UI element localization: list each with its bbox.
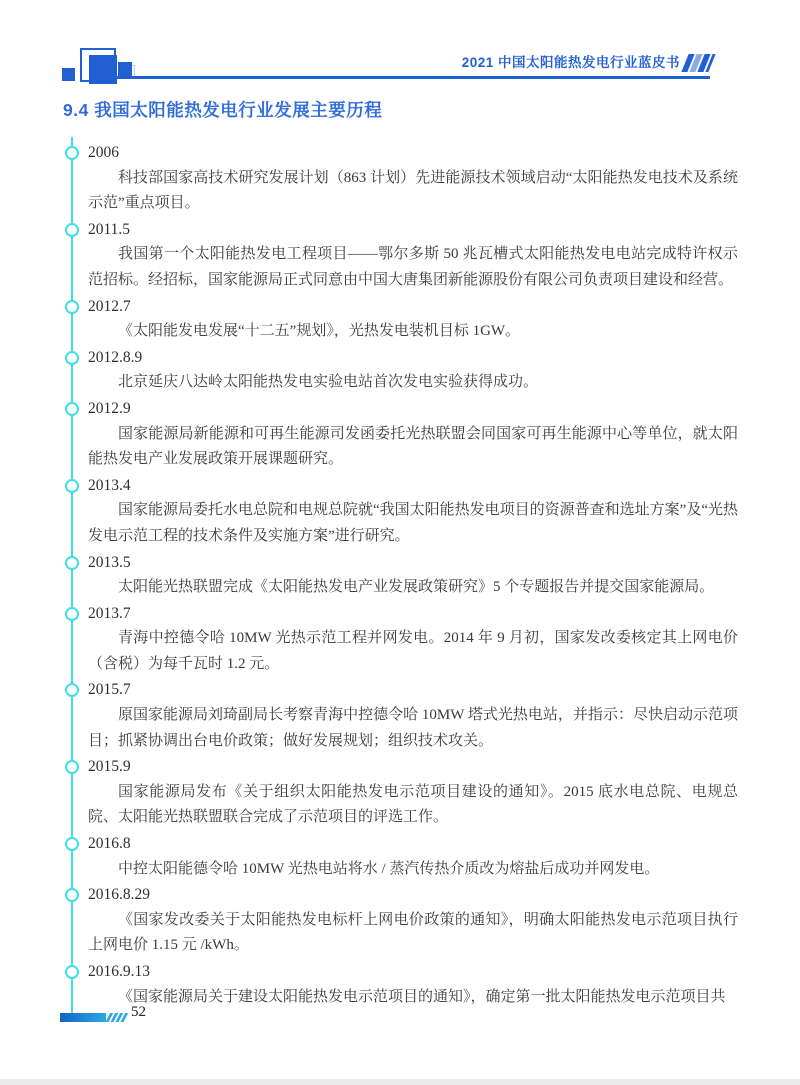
timeline-entry	[88, 601, 739, 678]
page-number: 52	[131, 1004, 146, 1020]
timeline-entry	[88, 882, 739, 959]
timeline-entry	[88, 345, 739, 396]
timeline	[55, 140, 739, 1010]
timeline-marker-icon	[65, 888, 79, 902]
timeline-marker-icon	[65, 351, 79, 365]
timeline-date: 2016.8.29	[88, 886, 150, 904]
timeline-entry	[88, 550, 739, 601]
section-title: 9.4 我国太阳能热发电行业发展主要历程	[63, 100, 383, 120]
timeline-entry	[88, 754, 739, 831]
timeline-text: 《国家发改委关于太阳能热发电标杆上网电价政策的通知》，明确太阳能热发电示范项目执行上网电价 1.15 元 /kWh。	[88, 911, 738, 954]
timeline-text: 原国家能源局刘琦副局长考察青海中控德令哈 10MW 塔式光热电站，并指示：尽快启动示范项目；抓紧协调出台电价政策；做好发展规划；组织技术攻关。	[88, 707, 738, 749]
footer-slash-marks-icon	[108, 1013, 128, 1022]
timeline-date: 2016.9.13	[88, 963, 150, 980]
timeline-date: 2016.8	[88, 835, 131, 853]
timeline-text: 国家能源局发布《关于组织太阳能热发电示范项目建设的通知》。2015 底水电总院、电规总院、太阳能光热联盟联合完成了示范项目的评选工作。	[88, 783, 738, 826]
logo-square-small-right	[118, 62, 132, 76]
timeline-date: 2015.7	[88, 681, 131, 699]
timeline-marker-icon	[65, 223, 79, 237]
timeline-text: 青海中控德令哈 10MW 光热示范工程并网发电。2014 年 9 月初，国家发改委核定其上网电价（含税）为每千瓦时 1.2 元。	[88, 630, 738, 672]
header-rule	[113, 76, 710, 79]
timeline-text: 科技部国家高技术研究发展计划（863 计划）先进能源技术领域启动“太阳能热发电技术及系统示范”重点项目。	[88, 169, 738, 212]
timeline-text: 中控太阳能德令哈 10MW 光热电站将水 / 蒸汽传热介质改为熔盐后成功并网发电。	[118, 860, 660, 877]
timeline-date: 2015.9	[88, 758, 131, 776]
timeline-text: 我国第一个太阳能热发电工程项目——鄂尔多斯 50 兆瓦槽式太阳能热发电电站完成特许权示范招标。经招标，国家能源局正式同意由中国大唐集团新能源股份有限公司负责项目建设和经营。	[88, 246, 738, 288]
timeline-date: 2013.4	[88, 476, 131, 494]
timeline-text: 北京延庆八达岭太阳能热发电实验电站首次发电实验获得成功。	[118, 374, 539, 391]
timeline-text: 《太阳能发电发展“十二五”规划》，光热发电装机目标 1GW。	[118, 323, 521, 340]
slash-marks-icon	[683, 54, 713, 72]
timeline-date: 2013.7	[88, 604, 131, 622]
timeline-marker-icon	[65, 479, 79, 493]
timeline-text: 国家能源局委托水电总院和电规总院就“我国太阳能热发电项目的资源普查和选址方案”及“光热发电示范工程的技术条件及实施方案”进行研究。	[88, 502, 738, 544]
page-bottom-edge	[0, 1079, 800, 1085]
timeline-date: 2012.7	[88, 297, 131, 315]
logo-square-big	[89, 55, 117, 84]
timeline-entry	[88, 396, 739, 473]
timeline-text: 国家能源局新能源和可再生能源司发函委托光热联盟会同国家可再生能源中心等单位，就太阳能热发电产业发展政策开展课题研究。	[88, 425, 738, 468]
timeline-marker-icon	[65, 965, 79, 979]
timeline-date: 2013.5	[88, 553, 131, 571]
footer-bar	[60, 1013, 106, 1022]
timeline-entry	[88, 140, 739, 217]
timeline-marker-icon	[65, 760, 79, 774]
logo-square-small-left	[62, 68, 75, 81]
timeline-entry	[88, 959, 739, 1010]
timeline-date: 2012.8.9	[88, 348, 143, 366]
timeline-marker-icon	[65, 837, 79, 851]
timeline-entry	[88, 831, 739, 882]
header-title: 2021 中国太阳能热发电行业蓝皮书	[461, 55, 680, 70]
timeline-text: 太阳能光热联盟完成《太阳能热发电产业发展政策研究》5 个专题报告并提交国家能源局。	[118, 579, 715, 596]
timeline-date: 2012.9	[88, 399, 131, 417]
timeline-marker-icon	[65, 402, 79, 416]
timeline-date: 2011.5	[88, 220, 131, 238]
timeline-marker-icon	[65, 146, 79, 160]
timeline-entry	[88, 294, 739, 345]
timeline-marker-icon	[65, 300, 79, 314]
timeline-entry	[88, 473, 739, 550]
timeline-marker-icon	[65, 607, 79, 621]
timeline-date: 2006	[88, 144, 119, 161]
timeline-marker-icon	[65, 683, 79, 697]
timeline-entry	[88, 677, 739, 754]
timeline-marker-icon	[65, 556, 79, 570]
timeline-entry	[88, 217, 739, 294]
timeline-text: 《国家能源局关于建设太阳能热发电示范项目的通知》，确定第一批太阳能热发电示范项目共	[118, 988, 726, 1005]
